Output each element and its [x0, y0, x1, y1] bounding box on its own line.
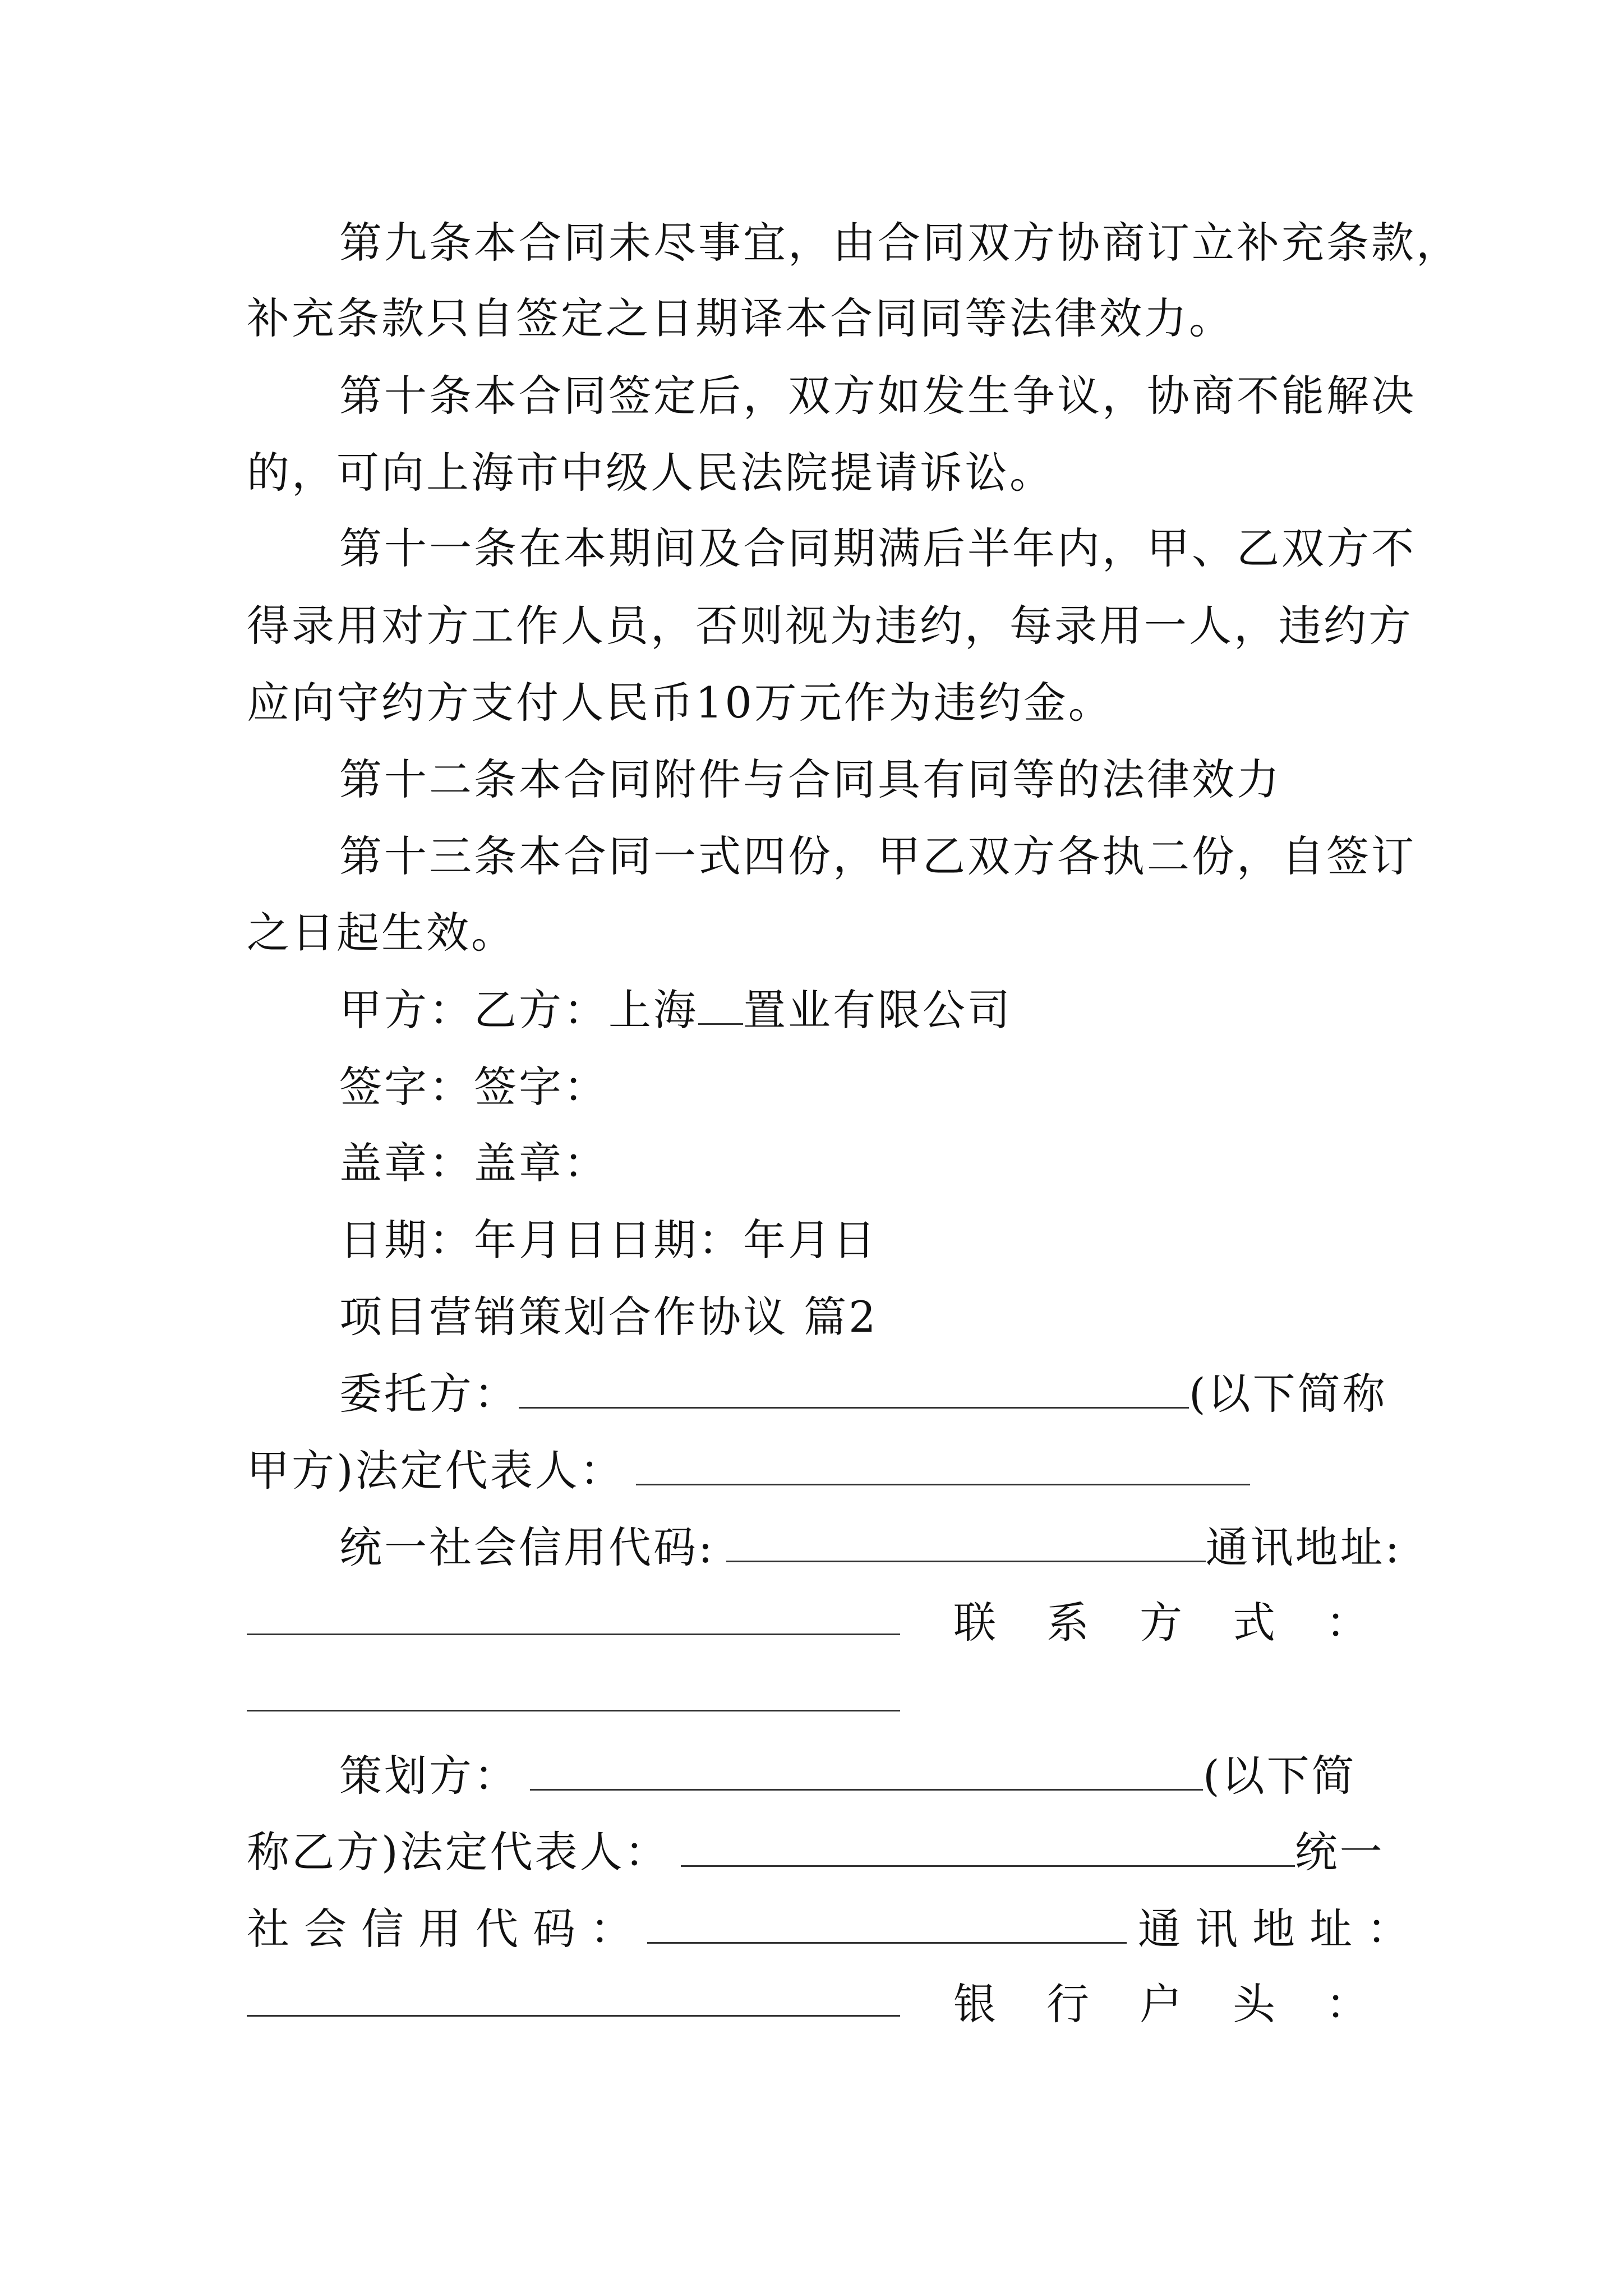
client-rep-label: 甲方)法定代表人： [247, 1446, 625, 1496]
signature-sign-line: 签字：签字： [339, 1062, 608, 1112]
planner-rep-line [247, 1827, 1385, 1877]
signature-parties-suffix: 置业有限公司 [743, 985, 1012, 1035]
contact-char-4: 式 [1233, 1598, 1275, 1648]
client-label: 委托方： [339, 1369, 519, 1419]
contact-char-2: 系 [1046, 1598, 1089, 1648]
article-11-line-1: 第十一条在本期间及合同期满后半年内，甲、乙双方不 [339, 523, 1416, 573]
planner-credit-label: 社会信用代码： [247, 1904, 647, 1954]
article-9-line-1: 第九条本合同未尽事宜，由合同双方协商订立补充条款， [339, 218, 1461, 268]
article-13-line-2: 之日起生效。 [247, 908, 516, 958]
planner-line [339, 1751, 1357, 1801]
planner-credit-blank [647, 1907, 1127, 1944]
article-9-line-2: 补充条款只自签定之日期译本合同同等法律效力。 [247, 293, 1234, 343]
contact-char-3: 方 [1140, 1598, 1182, 1648]
planner-rep-label: 称乙方)法定代表人： [247, 1827, 670, 1877]
bank-char-2: 行 [1046, 1979, 1089, 2029]
planner-name-blank [530, 1754, 1203, 1791]
planner-suffix: (以下简 [1203, 1751, 1357, 1801]
signature-parties-prefix: 甲方：乙方：上海 [339, 985, 698, 1035]
article-10-line-2: 的，可向上海市中级人民法院提请诉讼。 [247, 448, 1054, 498]
contact-char-5: ： [1326, 1598, 1368, 1648]
bank-char-3: 户 [1140, 1979, 1182, 2029]
company-name-blank [698, 988, 743, 1025]
client-name-blank [519, 1372, 1189, 1409]
bank-char-5: ： [1326, 1979, 1368, 2029]
signature-seal-line: 盖章：盖章： [339, 1138, 608, 1188]
article-13-line-1: 第十三条本合同一式四份，甲乙双方各执二份，自签订 [339, 831, 1416, 881]
bank-char-4: 头 [1233, 1979, 1275, 2029]
client-rep-blank [636, 1449, 1250, 1485]
planner-bank-label [953, 1979, 1368, 2029]
contact-char-1: 联 [953, 1598, 996, 1648]
planner-rep-suffix: 统一 [1294, 1827, 1385, 1877]
client-suffix: (以下简称 [1189, 1369, 1387, 1419]
planner-label: 策划方： [339, 1751, 519, 1801]
bank-char-1: 银 [953, 1979, 996, 2029]
planner-address-label: 通讯地址： [1138, 1904, 1424, 1954]
client-rep-line [247, 1446, 1250, 1496]
client-credit-label: 统一社会信用代码: [339, 1522, 715, 1572]
section-2-title: 项目营销策划合作协议 篇2 [339, 1292, 878, 1342]
planner-credit-line [247, 1904, 1424, 1954]
article-11-line-3: 应向守约方支付人民币10万元作为违约金。 [247, 678, 1113, 728]
article-11-line-2: 得录用对方工作人员，否则视为违约，每录用一人，违约方 [247, 601, 1413, 651]
planner-address-blank [247, 2015, 900, 2017]
client-line [339, 1369, 1387, 1419]
planner-rep-blank [681, 1830, 1295, 1867]
article-12-line-1: 第十二条本合同附件与合同具有同等的法律效力 [339, 754, 1281, 804]
client-address-label: 通讯地址: [1205, 1522, 1402, 1572]
signature-parties [339, 985, 1012, 1035]
client-contact-label [953, 1598, 1368, 1648]
client-address-blank [247, 1634, 900, 1635]
client-contact-blank [247, 1710, 900, 1711]
client-credit-blank [726, 1526, 1206, 1562]
signature-date-line: 日期：年月日日期：年月日 [339, 1215, 878, 1265]
client-credit-line [339, 1522, 1402, 1572]
article-10-line-1: 第十条本合同签定后，双方如发生争议，协商不能解决 [339, 371, 1416, 421]
